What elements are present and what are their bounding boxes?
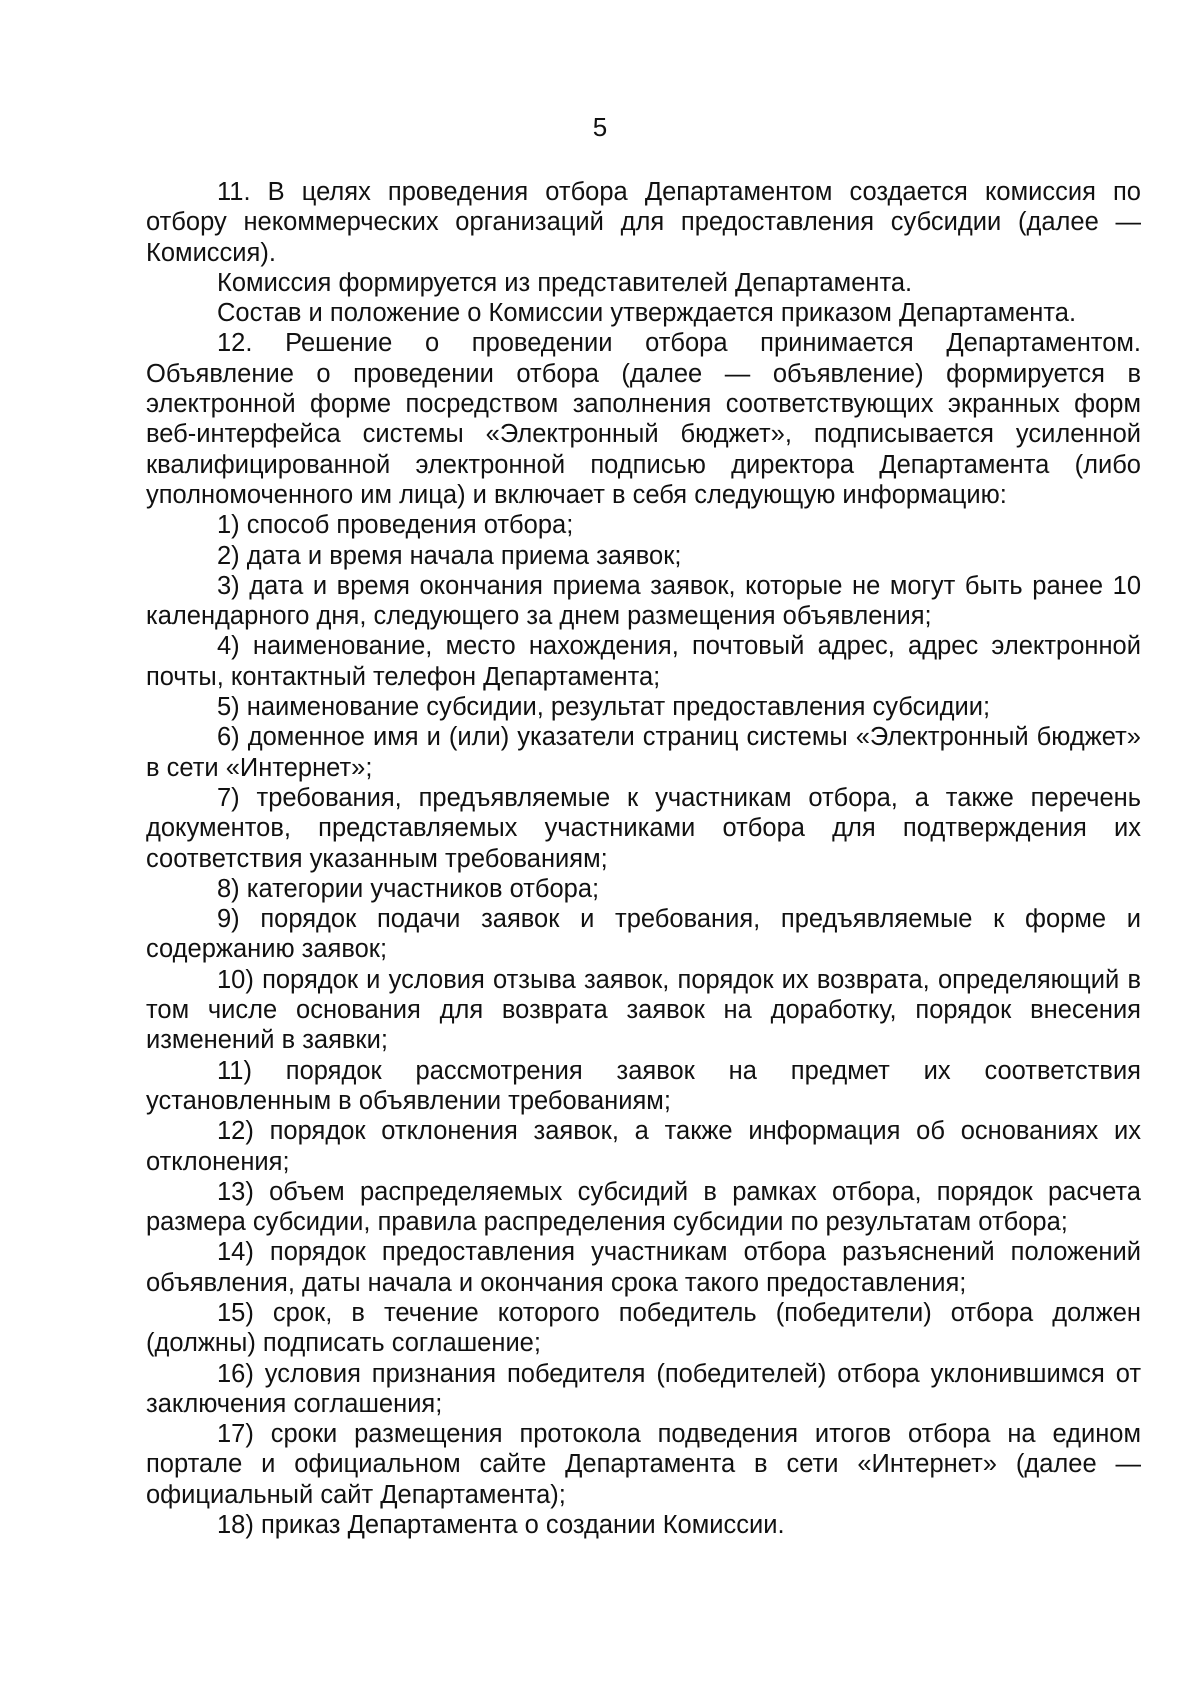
paragraph-11: 11. В целях проведения отбора Департаментом создается комиссия по отбору некоммерческих организаций для предоставления субсидии (далее — Комиссия). — [146, 178, 1141, 267]
list-item-8: 8) категории участников отбора; — [217, 874, 600, 903]
list-item-14: 14) порядок предоставления участникам отбора разъяснений положений объявления, даты начала и окончания срока такого предоставления; — [146, 1238, 1141, 1297]
list-item-6: 6) доменное имя и (или) указатели страниц системы «Электронный бюджет» в сети «Интернет»; — [146, 723, 1141, 782]
list-item-12: 12) порядок отклонения заявок, а также информация об основаниях их отклонения; — [146, 1117, 1141, 1176]
list-item-18: 18) приказ Департамента о создании Комиссии. — [217, 1511, 785, 1540]
list-item-9: 9) порядок подачи заявок и требования, предъявляемые к форме и содержанию заявок; — [146, 905, 1141, 964]
list-item-3: 3) дата и время окончания приема заявок, которые не могут быть ранее 10 календарного дня, следующего за днем размещения объявления; — [146, 571, 1141, 631]
paragraph-commission-composition: Комиссия формируется из представителей Департамента. — [217, 268, 913, 297]
list-item-15: 15) срок, в течение которого победитель (победители) отбора должен (должны) подписать соглашение; — [146, 1298, 1141, 1358]
document-body — [146, 177, 1141, 1540]
list-item-5: 5) наименование субсидии, результат предоставления субсидии; — [217, 693, 991, 722]
paragraph-12: 12. Решение о проведении отбора принимается Департаментом. Объявление о проведении отбора (далее — объявление) формируется в электронной форме посредством заполнения соответствующих экранных форм веб-интерфейса системы «Электронный бюджет», подписывается усиленной квалифицированной электронной подписью директора Департамента (либо уполномоченного им лица) и включает в себя следующую информацию: — [146, 329, 1141, 509]
list-item-2: 2) дата и время начала приема заявок; — [217, 541, 682, 570]
list-item-4: 4) наименование, место нахождения, почтовый адрес, адрес электронной почты, контактный телефон Департамента; — [146, 632, 1141, 691]
list-item-7: 7) требования, предъявляемые к участникам отбора, а также перечень документов, представляемых участниками отбора для подтверждения их соответствия указанным требованиям; — [146, 783, 1141, 873]
paragraph-commission-approval: Состав и положение о Комиссии утверждается приказом Департамента. — [217, 299, 1077, 328]
list-item-17: 17) сроки размещения протокола подведения итогов отбора на едином портале и официальном сайте Департамента в сети «Интернет» (далее — официальный сайт Департамента); — [146, 1420, 1141, 1509]
list-item-1: 1) способ проведения отбора; — [217, 511, 574, 540]
page-number: 5 — [592, 112, 608, 142]
list-item-11: 11) порядок рассмотрения заявок на предмет их соответствия установленным в объявлении требованиям; — [146, 1056, 1141, 1115]
list-item-10: 10) порядок и условия отзыва заявок, порядок их возврата, определяющий в том числе основания для возврата заявок на доработку, порядок внесения изменений в заявки; — [146, 965, 1141, 1055]
list-item-16: 16) условия признания победителя (победителей) отбора уклонившимся от заключения соглашения; — [146, 1359, 1141, 1418]
list-item-13: 13) объем распределяемых субсидий в рамках отбора, порядок расчета размера субсидии, правила распределения субсидии по результатам отбора; — [146, 1177, 1141, 1237]
